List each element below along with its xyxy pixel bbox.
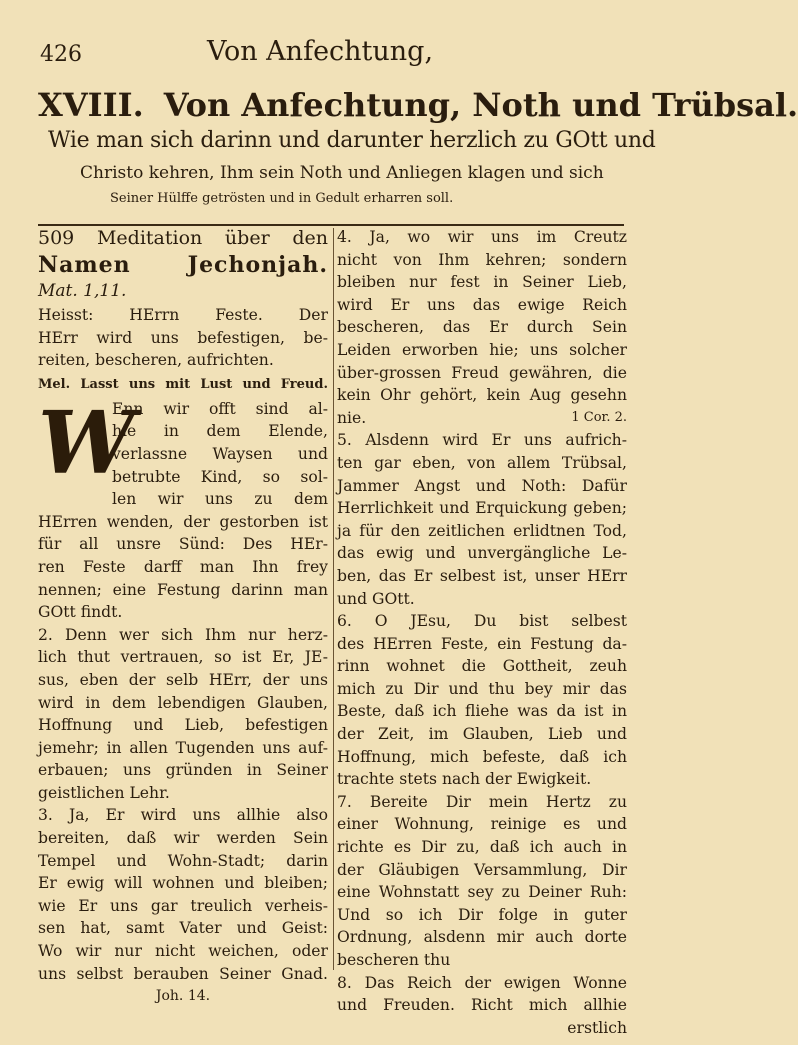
verse-line: sus, eben der selb HErr, der uns: [38, 670, 328, 689]
verse-text: nie.: [337, 408, 367, 427]
verse-line: verlassne Waysen und: [112, 444, 328, 463]
verse-line: richte es Dir zu, daß ich auch in: [337, 838, 627, 857]
verse-line: Herrlichkeit und Erquickung geben;: [337, 499, 627, 518]
verse-line: 4. Ja, wo wir uns im Creutz: [337, 228, 627, 246]
intro-line: Heisst: HErrn Feste. Der: [38, 306, 328, 324]
verse-reference: 1 Cor. 2.: [571, 409, 627, 425]
verse-line: eine Wohnstatt sey zu Deiner Ruh:: [337, 883, 627, 902]
verse-line: bleiben nur fest in Seiner Lieb,: [337, 273, 627, 292]
verse-line: über-grossen Freud gewähren, die: [337, 363, 627, 382]
left-column: [38, 226, 328, 1008]
column-divider: [333, 228, 334, 970]
verse-line: GOtt findt.: [38, 603, 123, 622]
subtitle-line-1: Wie man sich darinn und darunter herzlich zu GOtt und: [48, 128, 656, 153]
subtitle-line-2: Christo kehren, Ihm sein Noth und Anliegen klagen und sich: [80, 163, 604, 183]
verse-4: [337, 226, 627, 429]
verse-7: [337, 791, 627, 972]
verse-line: Jammer Angst und Noth: Dafür: [337, 476, 627, 495]
verse-line: Ordnung, alsdenn mir auch dorte: [337, 928, 627, 947]
verse-line: wird Er uns das ewige Reich: [337, 295, 627, 314]
scripture-reference: Mat. 1,11.: [38, 281, 127, 301]
verse-line: hie in dem Elende,: [112, 422, 328, 441]
verse-line: HErren wenden, der gestorben ist: [38, 512, 328, 531]
verse-line: der Zeit, im Glauben, Lieb und: [337, 725, 627, 744]
verse-line: rinn wohnet die Gottheit, zeuh: [337, 657, 627, 676]
verse-8: [337, 972, 627, 1040]
verse-line: das ewig und unvergängliche Le-: [337, 544, 627, 563]
verse-line: erbauen; uns gründen in Seiner: [38, 761, 328, 780]
verse-line: bescheren thu: [337, 951, 451, 969]
verse-line: sen hat, samt Vater und Geist:: [38, 919, 328, 938]
verse-line: des HErren Feste, ein Festung da-: [337, 634, 627, 653]
verse-line: mich zu Dir und thu bey mir das: [337, 679, 627, 698]
verse-line: lich thut vertrauen, so ist Er, JE-: [38, 648, 328, 667]
verse-line: kein Ohr gehört, kein Aug gesehn: [337, 386, 627, 405]
verse-line: [337, 407, 627, 430]
verse-3: [38, 804, 328, 1007]
verse-line: geistlichen Lehr.: [38, 783, 170, 802]
verse-line: Wo wir nur nicht weichen, oder: [38, 942, 328, 961]
running-head: Von Anfechtung,: [206, 36, 434, 67]
meditation-name: Namen Jechonjah.: [38, 252, 328, 278]
verse-reference: Joh. 14.: [155, 988, 211, 1005]
verse-line: len wir uns zu dem: [112, 490, 328, 509]
verse-2: [38, 624, 328, 805]
verse-line: ben, das Er selbest ist, unser HErr: [337, 566, 627, 585]
verse-line: wie Er uns gar treulich verheis-: [38, 896, 328, 915]
verse-line: ren Feste darff man Ihn frey: [38, 557, 328, 576]
verse-line: Und so ich Dir folge in guter: [337, 905, 627, 924]
chapter-title: [38, 86, 798, 124]
verse-line: für all unsre Sünd: Des HEr-: [38, 535, 328, 554]
verse-line: Beste, daß ich fliehe was da ist in: [337, 702, 627, 721]
right-column: [337, 226, 627, 1039]
verse-line: uns selbst berauben Seiner Gnad.: [38, 964, 328, 983]
verse-line: 8. Das Reich der ewigen Wonne: [337, 973, 627, 992]
verse-1: [38, 392, 328, 624]
verse-line: ja für den zeitlichen erlidtnen Tod,: [337, 521, 627, 540]
verse-line: einer Wohnung, reinige es und: [337, 815, 627, 834]
verse-6: [337, 610, 627, 791]
melody-indication: Mel. Lasst uns mit Lust und Freud.: [38, 376, 328, 392]
verse-line: betrubte Kind, so sol-: [112, 467, 328, 486]
chapter-number: XVIII.: [38, 86, 144, 124]
verse-line: und GOtt.: [337, 589, 415, 608]
verse-line: trachte stets nach der Ewigkeit.: [337, 770, 592, 789]
verse-line: Er ewig will wohnen und bleiben;: [38, 874, 328, 893]
verse-line: und Freuden. Richt mich allhie: [337, 996, 627, 1015]
chapter-title-text: Von Anfechtung, Noth und Trübsal.: [163, 86, 798, 124]
verse-line: 3. Ja, Er wird uns allhie also: [38, 806, 328, 825]
verse-line: bescheren, das Er durch Sein: [337, 318, 627, 337]
intro-line: HErr wird uns befestigen, be-: [38, 328, 328, 347]
verse-line: Hoffnung und Lieb, befestigen: [38, 716, 328, 735]
verse-line: Tempel und Wohn-Stadt; darin: [38, 851, 328, 870]
verse-line: wird in dem lebendigen Glauben,: [38, 693, 328, 712]
verse-line: Enn wir offt sind al-: [112, 399, 328, 418]
catchword: erstlich: [567, 1018, 627, 1037]
verse-line: nicht von Ihm kehren; sondern: [337, 250, 627, 269]
meditation-heading: 509 Meditation über den: [38, 227, 328, 249]
verse-line: bereiten, daß wir werden Sein: [38, 829, 328, 848]
drop-cap: W: [38, 392, 135, 494]
verse-line: ten gar eben, von allem Trübsal,: [337, 453, 627, 472]
page-number: 426: [40, 42, 82, 67]
verse-line: jemehr; in allen Tugenden uns auf-: [38, 738, 328, 757]
verse-line: nennen; eine Festung darinn man: [38, 580, 328, 599]
verse-line: 2. Denn wer sich Ihm nur herz-: [38, 625, 328, 644]
subtitle-line-3: Seiner Hülffe getrösten und in Gedult erharren soll.: [110, 191, 454, 206]
verse-line: Hoffnung, mich befeste, daß ich: [337, 747, 627, 766]
verse-line: 5. Alsdenn wird Er uns aufrich-: [337, 431, 627, 450]
intro-line: reiten, bescheren, aufrichten.: [38, 351, 274, 370]
verse-5: [337, 429, 627, 610]
verse-line: der Gläubigen Versammlung, Dir: [337, 860, 627, 879]
verse-line: Leiden erworben hie; uns solcher: [337, 340, 627, 359]
verse-line: 7. Bereite Dir mein Hertz zu: [337, 792, 627, 811]
verse-line: 6. O JEsu, Du bist selbest: [337, 612, 627, 631]
